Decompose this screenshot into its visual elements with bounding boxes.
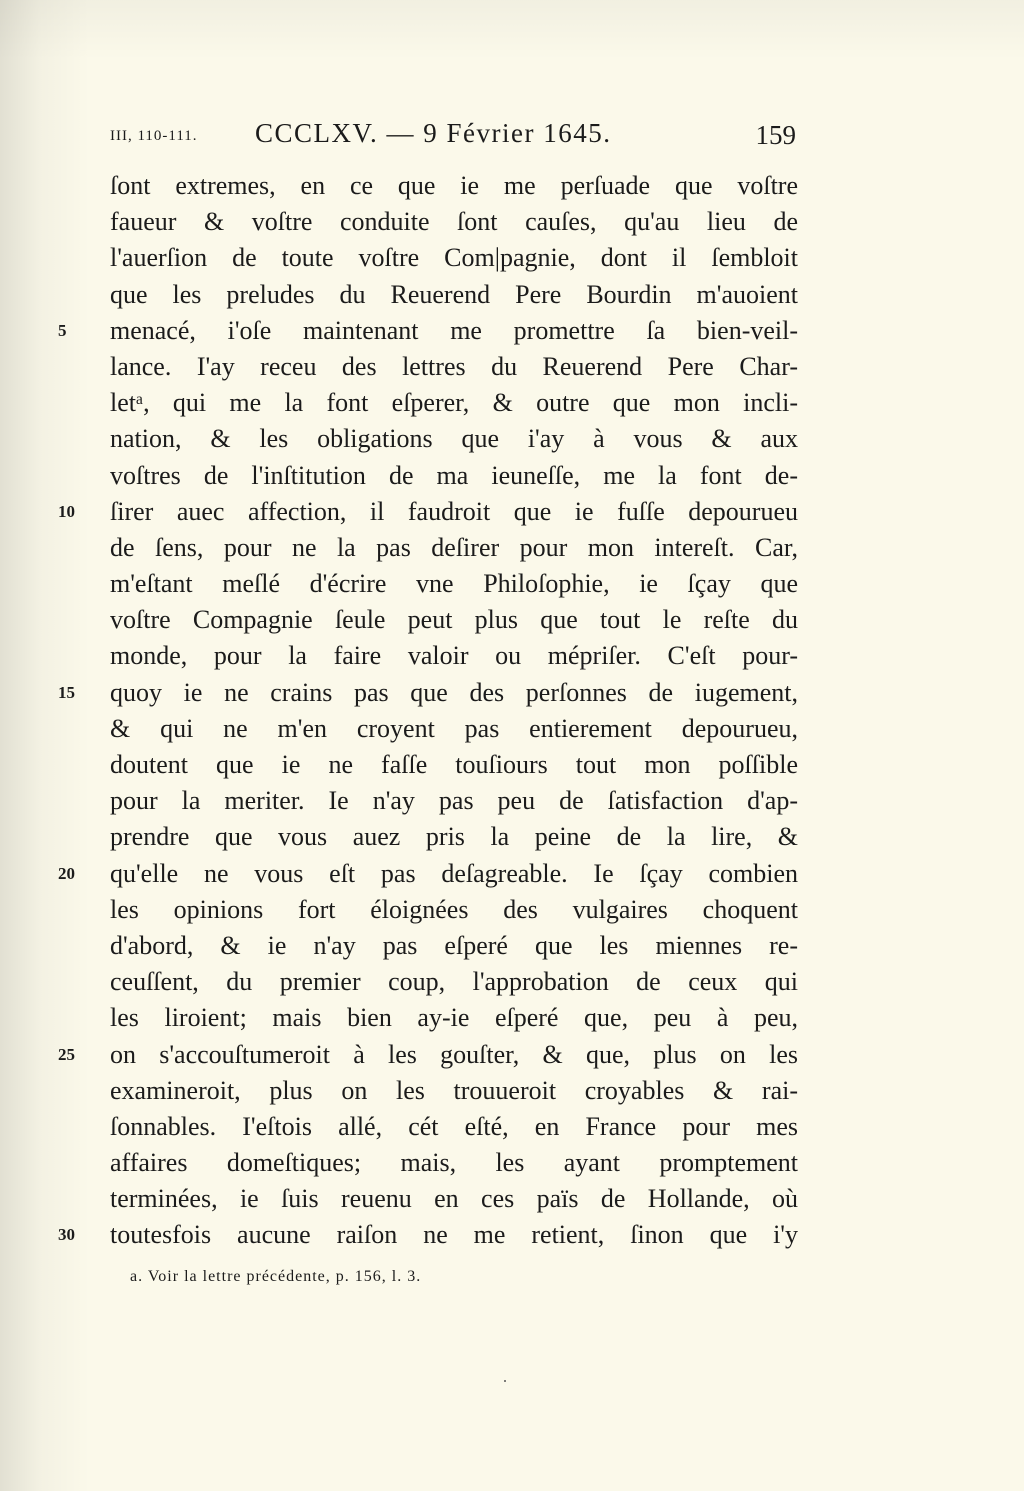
text-line (110, 168, 798, 204)
edition-reference: III, 110-111. (110, 128, 198, 144)
line-text: prendre que vous auez pris la peine de la lire, & (110, 822, 798, 852)
line-number: 25 (58, 1044, 75, 1064)
text-line (110, 964, 798, 1000)
line-text: d'abord, & ie n'ay pas eſperé que les miennes re- (110, 930, 798, 960)
text-line (110, 349, 798, 385)
text-line (110, 819, 798, 855)
line-text: que les preludes du Reuerend Pere Bourdin m'auoient (110, 279, 798, 309)
line-text: nation, & les obligations que i'ay à vous & aux (110, 424, 798, 454)
text-line (110, 1073, 798, 1109)
line-text: de ſens, pour ne la pas deſirer pour mon intereſt. Car, (110, 532, 798, 562)
text-line (110, 566, 798, 602)
line-text: & qui ne m'en croyent pas entierement depourueu, (110, 713, 798, 743)
text-line (110, 240, 798, 276)
text-line (110, 747, 798, 783)
text-line (110, 1109, 798, 1145)
text-line (110, 1145, 798, 1181)
line-text: menacé, i'oſe maintenant me promettre ſa bien-veil- (110, 315, 798, 345)
line-text: doutent que ie ne faſſe touſiours tout mon poſſible (110, 750, 798, 779)
line-text: les liroient; mais bien ay-ie eſperé que, peu à peu, (110, 1003, 798, 1033)
line-text: quoy ie ne crains pas que des perſonnes de iugement, (110, 677, 798, 707)
line-text: voſtre Compagnie ſeule peut plus que tout le reſte du (110, 605, 798, 635)
line-text: letᵃ, qui me la font eſperer, & outre que mon incli- (110, 388, 798, 418)
text-line (110, 711, 798, 747)
line-number: 20 (58, 863, 75, 883)
line-text: m'eſtant meſlé d'écrire vne Philoſophie, ie ſçay que (110, 569, 798, 599)
line-number: 10 (58, 501, 75, 521)
line-text: pour la meriter. Ie n'ay pas peu de ſatisfaction d'ap- (110, 786, 798, 816)
line-text: ſirer auec affection, il faudroit que ie fuſſe depourueu (110, 496, 798, 526)
text-line (110, 421, 798, 457)
line-text: les opinions fort éloignées des vulgaires choquent (110, 894, 798, 924)
page-number: 159 (755, 120, 796, 150)
text-line (110, 204, 798, 240)
text-line (110, 892, 798, 928)
line-text: qu'elle ne vous eſt pas deſagreable. Ie ſçay combien (110, 858, 798, 888)
text-line (58, 313, 798, 349)
paper-speck (504, 1380, 506, 1382)
running-header (110, 118, 798, 158)
line-number: 30 (58, 1225, 75, 1245)
text-line (110, 783, 798, 819)
text-line (58, 494, 798, 530)
letter-text (58, 168, 798, 1254)
text-line (110, 530, 798, 566)
line-text: lance. I'ay receu des lettres du Reuerend Pere Char- (110, 351, 798, 381)
text-line (110, 638, 798, 674)
text-line (58, 675, 798, 711)
text-line (110, 1181, 798, 1217)
line-text: on s'accouſtumeroit à les gouſter, & que, plus on les (110, 1039, 798, 1069)
text-line (58, 1217, 798, 1253)
text-line (110, 928, 798, 964)
text-line (110, 277, 798, 313)
text-line (110, 1000, 798, 1036)
line-text: monde, pour la faire valoir ou mépriſer. C'eſt pour- (110, 641, 798, 671)
text-line (58, 856, 798, 892)
footnote: a. Voir la lettre précédente, p. 156, l. 3. (130, 1268, 422, 1285)
line-text: voſtres de l'inſtitution de ma ieuneſſe, me la font de- (110, 460, 798, 490)
line-text: examineroit, plus on les trouueroit croyables & rai- (110, 1075, 798, 1105)
text-line (58, 1037, 798, 1073)
line-text: toutesfois aucune raiſon ne me retient, ſinon que i'y (110, 1220, 798, 1250)
line-text: faueur & voſtre conduite ſont cauſes, qu'au lieu de (110, 207, 798, 237)
line-text: terminées, ie ſuis reuenu en ces païs de Hollande, où (110, 1184, 798, 1214)
line-number: 5 (58, 320, 67, 340)
line-text: ſonnables. I'eſtois allé, cét eſté, en France pour mes (110, 1111, 798, 1141)
text-line (110, 458, 798, 494)
text-line (110, 602, 798, 638)
line-text: l'auerſion de toute voſtre Com|pagnie, dont il ſembloit (110, 243, 798, 273)
line-number: 15 (58, 682, 75, 702)
line-text: ceuſſent, du premier coup, l'approbation de ceux qui (110, 967, 798, 997)
line-text: affaires domeſtiques; mais, les ayant promptement (110, 1148, 798, 1178)
text-line (110, 385, 798, 421)
line-text: ſont extremes, en ce que ie me perſuade que voſtre (110, 171, 798, 200)
letter-heading: CCCLXV. — 9 Février 1645. (255, 118, 612, 148)
